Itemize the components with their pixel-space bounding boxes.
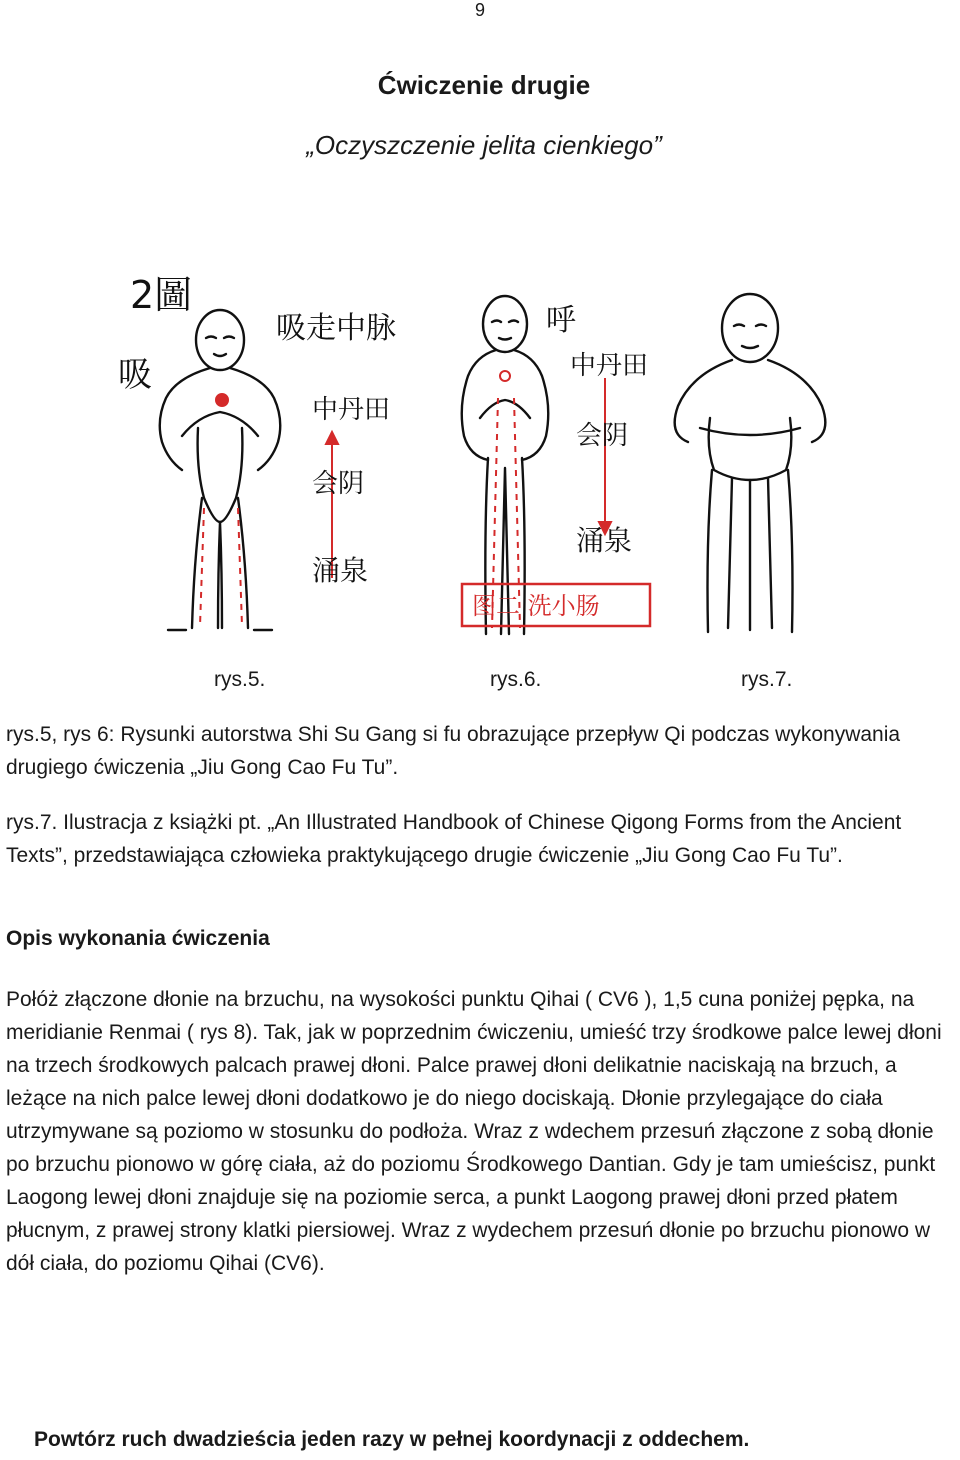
caption-rys6: rys.6.: [490, 668, 542, 691]
page-number: 9: [474, 0, 485, 20]
caption-rys7: rys.7.: [741, 668, 793, 691]
label-xi-zou-zhongmai: 吸走中脉: [276, 311, 396, 346]
label-fig2: 2圖: [130, 273, 193, 317]
exercise-description: Połóż złączone dłonie na brzuchu, na wysokości punktu Qihai ( CV6 ), 1,5 cuna poniżej pępka, na meridianie Renmai ( rys 8). Tak, jak w poprzednim ćwiczeniu, umieść trzy środkowe palce lewej dłoni na trzech środkowych palcach prawej dłoni. Palce prawej dłoni delikatnie naciskają na brzuch, a leżące na nich palce lewej dłoni dodatkowo je do niego dociskają. Dłonie przylegające do ciała utrzymywane są poziomo w stosunku do podłoża. Wraz z wdechem przesuń złączone z sobą dłonie po brzuchu pionowo w górę ciała, aż do poziomu Środkowego Dantian. Gdy je tam umieścisz, punkt Laogong lewej dłoni znajduje się na poziomie serca, a punkt Laogong prawej dłoni przed płatem płucnym, z prawej strony klatki piersiowej. Wraz z wydechem przesuń dłonie po brzuchu pionowo w dół ciała, do poziomu Qihai (CV6).: [6, 988, 942, 1275]
paragraph-fig56-description: rys.5, rys 6: Rysunki autorstwa Shi Su Gang si fu obrazujące przepływ Qi podczas wykonywania drugiego ćwiczenia „Jiu Gong Cao Fu Tu”.: [6, 723, 901, 779]
label-xi: 吸: [118, 355, 152, 395]
zhongdantian-point-dot: [216, 394, 228, 406]
arrow-head-up: [326, 432, 338, 444]
label-zhongdantian: 中丹田: [312, 395, 391, 425]
banner-text: 图二 洗小肠: [472, 592, 600, 620]
label-hu: 呼: [546, 303, 576, 338]
label-yongquan: 涌泉: [312, 554, 369, 587]
figure-rys5: [160, 310, 281, 630]
paragraph-fig7-description: rys.7. Ilustracja z książki pt. „An Illustrated Handbook of Chinese Qigong Forms from the Ancient Texts”, przedstawiająca człowieka praktykującego drugie ćwiczenie „Jiu Gong Cao Fu Tu”.: [6, 811, 902, 867]
repeat-instruction: Powtórz ruch dwadzieścia jeden razy w pełnej koordynacji z oddechem.: [34, 1428, 750, 1451]
page-title: Ćwiczenie drugie: [377, 70, 591, 100]
caption-rys5: rys.5.: [214, 668, 266, 691]
qigong-illustration: [100, 268, 830, 638]
page-subtitle: „Oczyszczenie jelita cienkiego”: [306, 130, 662, 160]
red-dashed-line: [200, 508, 204, 626]
section-heading: Opis wykonania ćwiczenia: [6, 927, 270, 950]
banner: [462, 584, 650, 626]
label-yongquan: 涌泉: [576, 524, 633, 557]
figure-rys7: [675, 294, 826, 632]
label-zhongdantian: 中丹田: [570, 351, 649, 381]
zhongdantian-point-circle: [500, 371, 510, 381]
label-huiyin: 会阴: [312, 469, 365, 499]
label-huiyin: 会阴: [576, 421, 629, 451]
